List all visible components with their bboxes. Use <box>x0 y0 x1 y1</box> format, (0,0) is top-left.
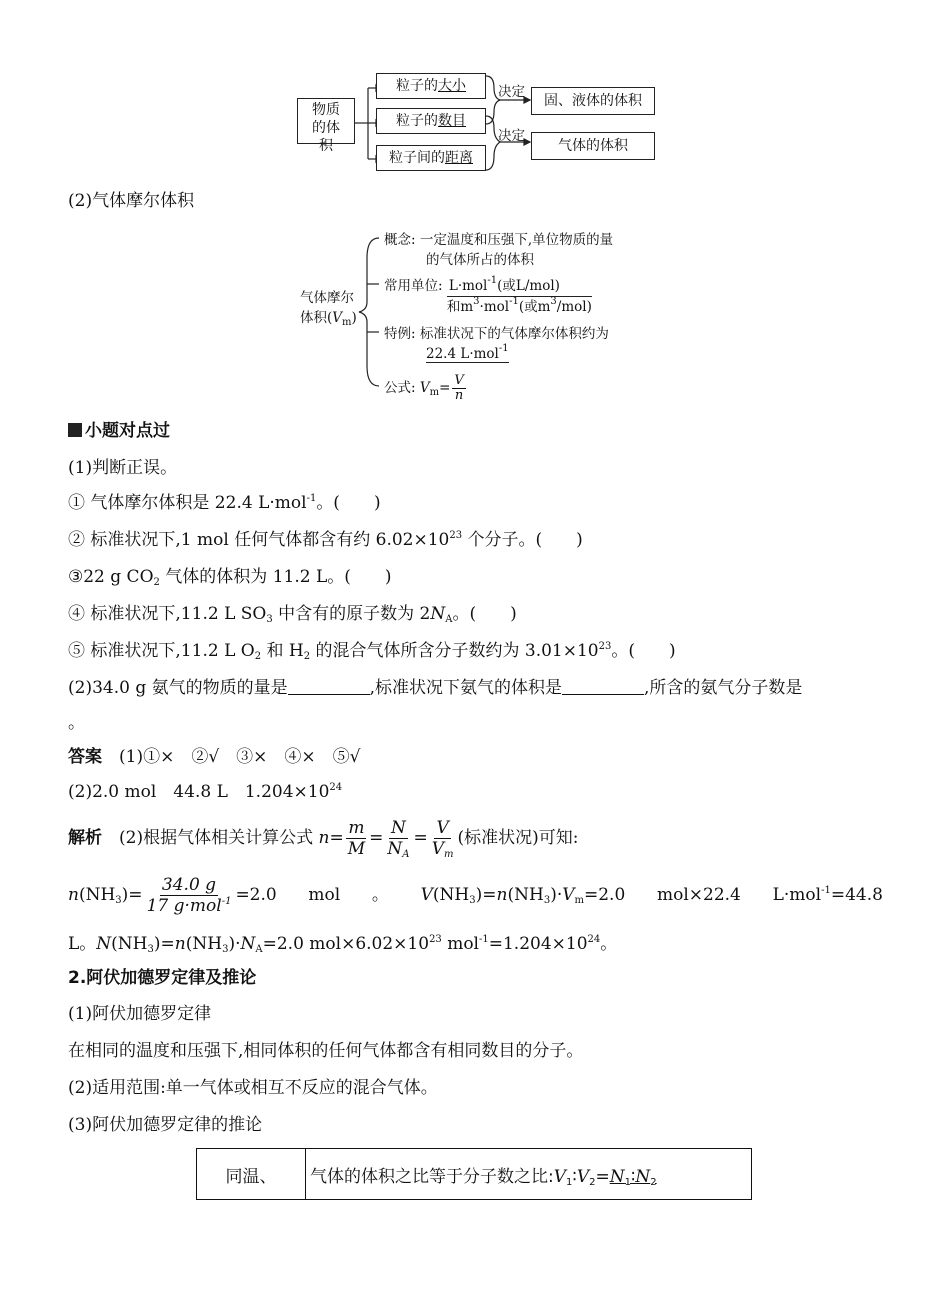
q1-item-3: ③22 g $CO_2$ 气体的体积为 11.2 L。( ) <box>68 567 392 588</box>
table-cell-condition: 同温、 <box>197 1149 306 1200</box>
q1-item-5: ⑤ 标准状况下,11.2 L $O_2$ 和 $H_2$ 的混合气体所含分子数约为 $3.01\times 10^{23}$。( ) <box>68 641 676 662</box>
section-gas-molar-volume: (2)气体摩尔体积 <box>68 191 195 211</box>
analysis-intro: 解析 (2)根据气体相关计算公式 n= $\frac{m}{M}$ = $\frac{N}{N_A}$ = $\frac{V}{V_m}$ (标准状况)可知: <box>68 818 579 860</box>
factor-distance: 粒子间的距离 <box>376 145 486 171</box>
avogadro-inference-title: (3)阿伏加德罗定律的推论 <box>68 1115 263 1135</box>
factor-size: 粒子的大小 <box>376 73 486 99</box>
decide-label-1: 决定 <box>498 84 525 100</box>
factor-number: 粒子的数目 <box>376 108 486 134</box>
q1-item-4: ④ 标准状况下,11.2 L $SO_3$ 中含有的原子数为 $2N_A$。( ) <box>68 604 517 625</box>
q2-blank-1[interactable] <box>288 678 370 695</box>
q2-end: 。 <box>68 713 85 733</box>
decide-label-2: 决定 <box>498 128 525 144</box>
diagram2-root: 气体摩尔 体积$(V_m)$ <box>300 290 357 328</box>
q1-item-1: ① 气体摩尔体积是 22.4 L·mol$^{-1}$。( ) <box>68 493 381 513</box>
avogadro-scope: (2)适用范围:单一气体或相互不反应的混合气体。 <box>68 1078 438 1098</box>
section-marker-icon <box>68 423 82 437</box>
avogadro-law-title: (1)阿伏加德罗定律 <box>68 1004 212 1024</box>
table-row <box>197 1149 752 1200</box>
q1-intro: (1)判断正误。 <box>68 458 178 478</box>
q2-text: (2)34.0 g 氨气的物质的量是 ,标准状况下氨气的体积是 ,所含的氨气分子数是 <box>68 678 803 698</box>
avogadro-law-text: 在相同的温度和压强下,相同体积的任何气体都含有相同数目的分子。 <box>68 1041 584 1061</box>
section-avogadro: 2.阿伏加德罗定律及推论 <box>68 968 257 988</box>
result-solid-liquid: 固、液体的体积 <box>531 87 655 115</box>
q1-item-2: ② 标准状况下,1 mol 任何气体都含有约 $6.02\times 10^{23}$ 个分子。( ) <box>68 530 583 550</box>
table-cell-rule: 气体的体积之比等于分子数之比$:V_1∶V_2=N_1∶N_2$ <box>306 1149 752 1200</box>
inference-table <box>196 1148 752 1200</box>
q2-blank-2[interactable] <box>562 678 644 695</box>
formula-row: 公式: $V_m=$ $\frac{V}{n}$ <box>384 373 464 403</box>
practice-heading: 小题对点过 <box>68 420 170 442</box>
analysis-calc-1: $n(NH_3)=$ $\frac{34.0 g}{17 g\cdot mol^{-1}}$ =2.0 mol 。 $V(NH_3)=n(NH_3)\cdot V_m=2.0$ mol×22.4 L·mol$^{-1}$=44.8 <box>68 875 883 916</box>
unit-row: 常用单位: L·mol$^{-1}$(或L/mol) 和$m^3\cdot mol^{-1}$(或$m^3/mol$) <box>384 275 592 315</box>
answer-line-1: 答案 (1)①× ②√ ③× ④× ⑤√ <box>68 747 361 767</box>
special-row: 特例: 标准状况下的气体摩尔体积约为 22.4 L·mol$^{-1}$ <box>384 326 609 362</box>
diagram2-brace <box>355 228 385 396</box>
result-gas: 气体的体积 <box>531 132 655 160</box>
answer-line-2: (2)2.0 mol 44.8 L $1.204\times 10^{24}$ <box>68 782 343 802</box>
analysis-calc-2: L。$N(NH_3)=n(NH_3)\cdot N_A=2.0$ $mol\times 6.02\times 10^{23}$ $mol^{-1}=1.204\times 10^{24}$。 <box>68 934 618 955</box>
diagram1-root: 物质的体积 <box>297 98 355 144</box>
concept-row: 概念: 一定温度和压强下,单位物质的量 的气体所占的体积 <box>384 232 614 268</box>
